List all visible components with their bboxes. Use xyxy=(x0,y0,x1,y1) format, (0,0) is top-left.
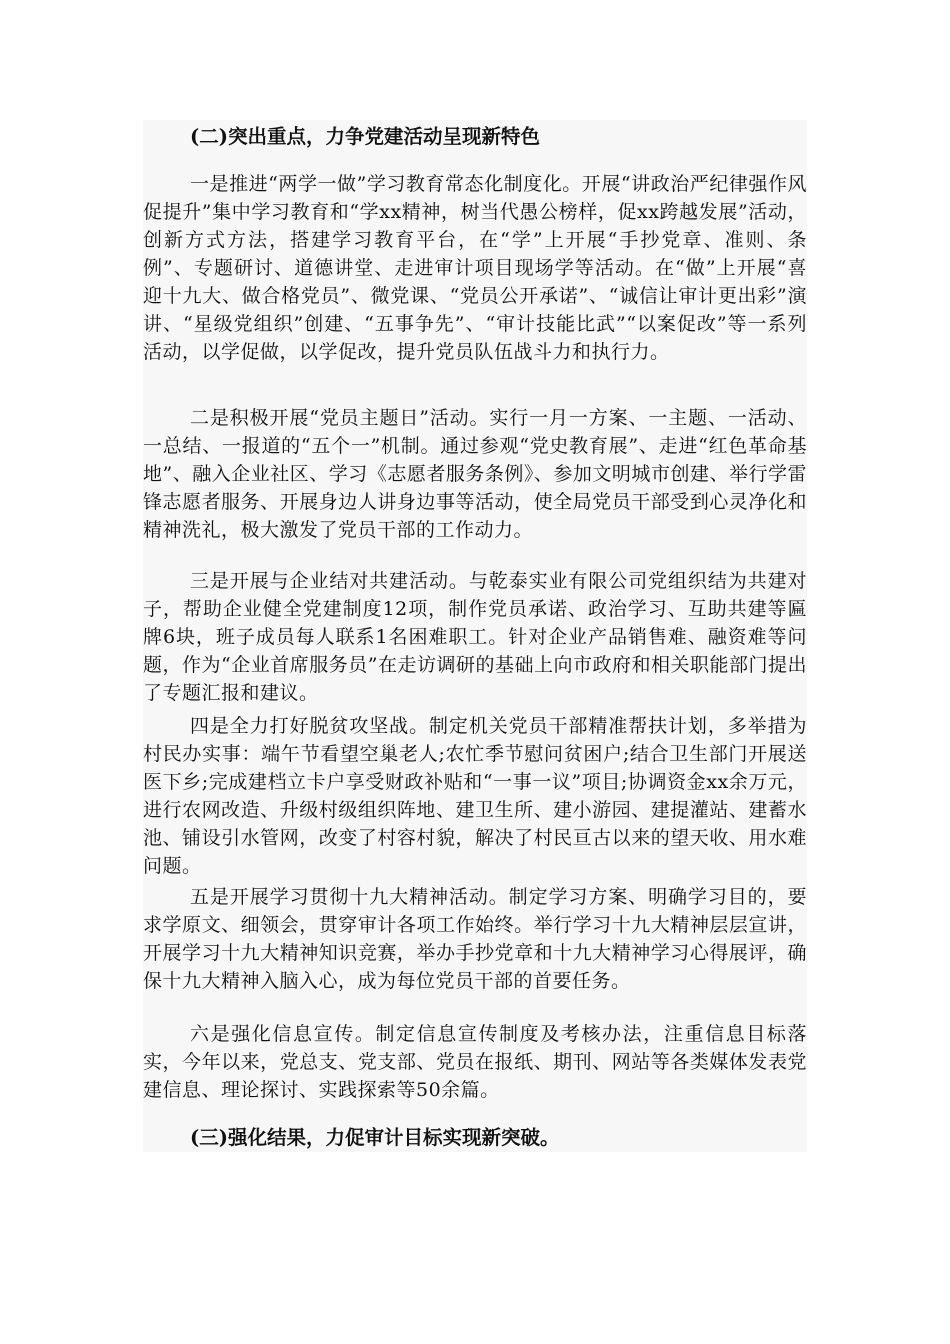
paragraph-1: 一是推进“两学一做”学习教育常态化制度化。开展“讲政治严纪律强作风促提升”集中学习教育和“学xx精神，树当代愚公榜样，促xx跨越发展”活动，创新方式方法，搭建学习教育平台，在“学”上开展“手抄党章、准则、条例”、专题研讨、道德讲堂、走进审计项目现场学等活动。在“做”上开展“喜迎十九大、做合格党员”、微党课、“党员公开承诺”、“诚信让审计更出彩”演讲、“星级党组织”创建、“五事争先”、“审计技能比武”“以案促改”等一系列活动，以学促做，以学促改，提升党员队伍战斗力和执行力。 xyxy=(143,173,807,363)
paragraph-4: 四是全力打好脱贫攻坚战。制定机关党员干部精准帮扶计划，多举措为村民办实事：端午节看望空巢老人;农忙季节慰问贫困户;结合卫生部门开展送医下乡;完成建档立卡户享受财政补贴和“一事一议”项目;协调资金xx余万元，进行农网改造、升级村级组织阵地、建卫生所、建小游园、建提灌站、建蓄水池、铺设引水管网，改变了村容村貌，解决了村民亘古以来的望天收、用水难问题。 xyxy=(143,715,807,877)
paragraph-5: 五是开展学习贯彻十九大精神活动。制定学习方案、明确学习目的，要求学原文、细领会，贯穿审计各项工作始终。举行学习十九大精神层层宣讲，开展学习十九大精神知识竞赛，举办手抄党章和十九大精神学习心得展评，确保十九大精神入脑入心，成为每位党员干部的首要任务。 xyxy=(143,886,807,992)
paragraph-3: 三是开展与企业结对共建活动。与乾泰实业有限公司党组织结为共建对子，帮助企业健全党建制度12项，制作党员承诺、政治学习、互助共建等匾牌6块，班子成员每人联系1名困难职工。针对企业产品销售难、融资难等问题，作为“企业首席服务员”在走访调研的基础上向市政府和相关职能部门提出了专题汇报和建议。 xyxy=(143,570,807,704)
paragraph-2: 二是积极开展“党员主题日”活动。实行一月一方案、一主题、一活动、一总结、一报道的“五个一”机制。通过参观“党史教育展”、走进“红色革命基地”、融入企业社区、学习《志愿者服务条例》、参加文明城市创建、举行学雷锋志愿者服务、开展身边人讲身边事等活动，使全局党员干部受到心灵净化和精神洗礼，极大激发了党员干部的工作动力。 xyxy=(143,407,807,541)
paragraph-6: 六是强化信息宣传。制定信息宣传制度及考核办法，注重信息目标落实，今年以来，党总支、党支部、党员在报纸、期刊、网站等各类媒体发表党建信息、理论探讨、实践探索等50余篇。 xyxy=(143,1023,807,1101)
document-text-block xyxy=(143,120,807,1152)
section-heading-2: (二)突出重点，力争党建活动呈现新特色 xyxy=(190,125,540,148)
section-heading-3: (三)强化结果，力促审计目标实现新突破。 xyxy=(190,1126,560,1149)
